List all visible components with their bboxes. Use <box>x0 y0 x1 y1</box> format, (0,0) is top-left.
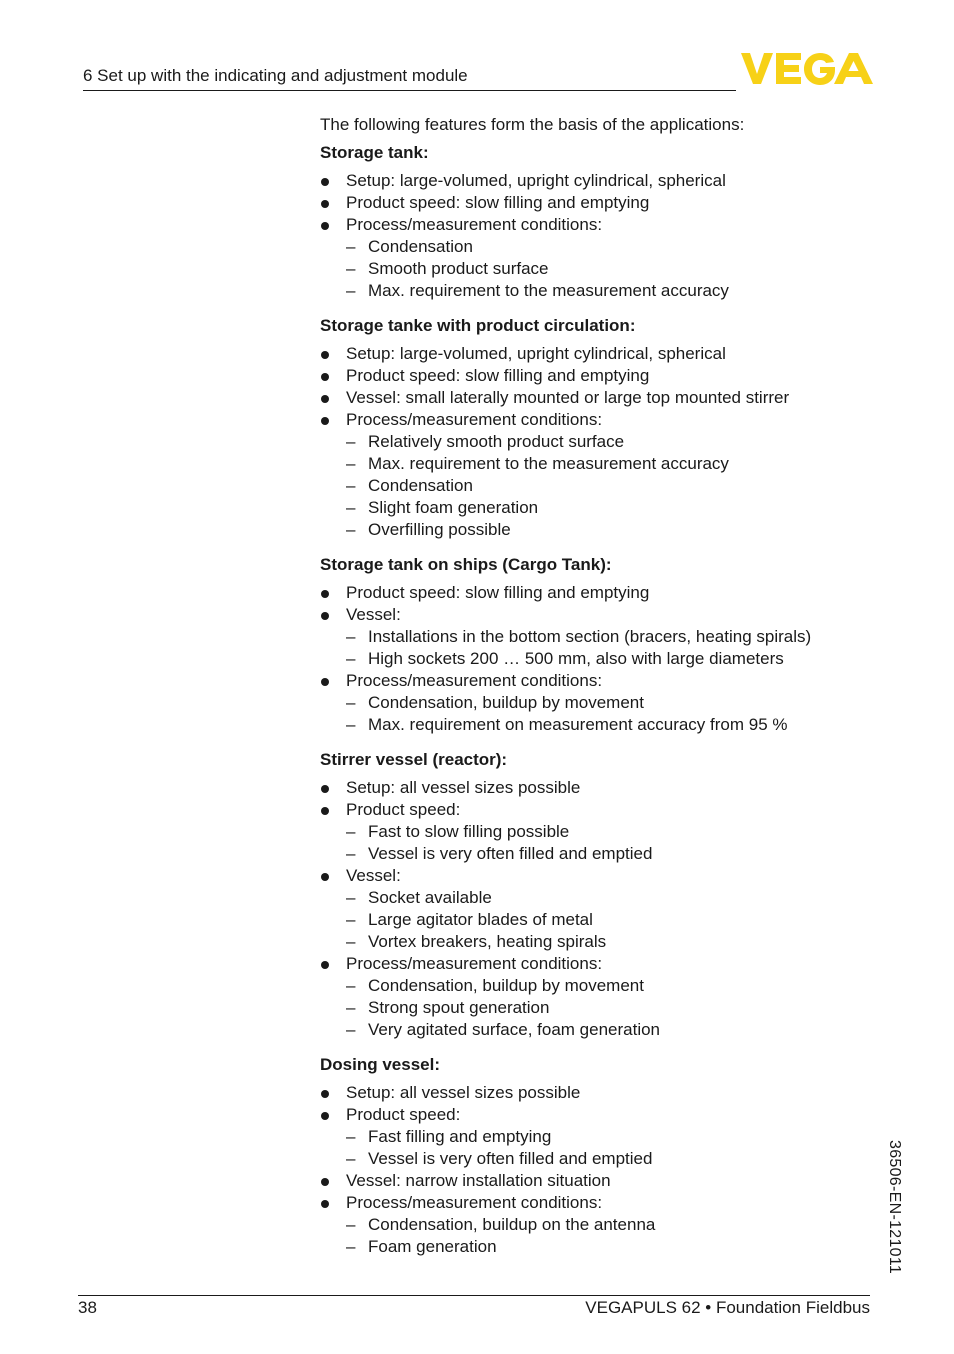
section <box>320 554 880 736</box>
list-item-text: Process/measurement conditions: <box>346 954 603 973</box>
footer-divider <box>78 1295 870 1296</box>
sub-list-item <box>346 887 880 909</box>
sub-list-item-text: Strong spout generation <box>368 998 550 1017</box>
bullet-list <box>320 1082 880 1258</box>
sub-list-item <box>346 997 880 1019</box>
section <box>320 315 880 541</box>
list-item <box>320 582 880 604</box>
sub-list-item-text: Max. requirement to the measurement accuracy <box>368 454 729 473</box>
page-content <box>320 114 880 1271</box>
sub-list-item-text: Smooth product surface <box>368 259 549 278</box>
dash-icon: – <box>346 715 356 734</box>
dash-icon: – <box>346 281 356 300</box>
bullet-dot-icon <box>321 785 329 793</box>
section <box>320 142 880 302</box>
sub-list-item-text: Foam generation <box>368 1237 497 1256</box>
bullet-list <box>320 777 880 1041</box>
list-item <box>320 343 880 365</box>
sub-list-item <box>346 692 880 714</box>
section-title: Storage tanke with product circulation: <box>320 316 636 335</box>
dash-icon: – <box>346 693 356 712</box>
bullet-dot-icon <box>321 222 329 230</box>
bullet-dot-icon <box>321 612 329 620</box>
dash-icon: – <box>346 998 356 1017</box>
list-item <box>320 192 880 214</box>
list-item-text: Vessel: <box>346 866 401 885</box>
application-sections <box>320 142 880 1258</box>
dash-icon: – <box>346 627 356 646</box>
bullet-dot-icon <box>321 807 329 815</box>
sub-list <box>346 431 880 541</box>
list-item <box>320 1082 880 1104</box>
list-item <box>320 170 880 192</box>
sub-list <box>346 1126 880 1170</box>
bullet-dot-icon <box>321 1112 329 1120</box>
sub-list <box>346 975 880 1041</box>
sub-list-item-text: Condensation <box>368 237 473 256</box>
dash-icon: – <box>346 649 356 668</box>
list-item-text: Setup: all vessel sizes possible <box>346 778 581 797</box>
sub-list-item <box>346 714 880 736</box>
section-title: Stirrer vessel (reactor): <box>320 750 508 769</box>
list-item-text: Process/measurement conditions: <box>346 1193 603 1212</box>
sub-list <box>346 887 880 953</box>
dash-icon: – <box>346 910 356 929</box>
sub-list-item-text: Max. requirement to the measurement accuracy <box>368 281 729 300</box>
dash-icon: – <box>346 1215 356 1234</box>
dash-icon: – <box>346 498 356 517</box>
bullet-dot-icon <box>321 1090 329 1098</box>
section-title: Storage tank on ships (Cargo Tank): <box>320 555 612 574</box>
list-item <box>320 953 880 1041</box>
sub-list-item-text: Very agitated surface, foam generation <box>368 1020 661 1039</box>
list-item-text: Product speed: <box>346 1105 461 1124</box>
dash-icon: – <box>346 1020 356 1039</box>
sub-list <box>346 692 880 736</box>
dash-icon: – <box>346 888 356 907</box>
sub-list-item-text: Vessel is very often filled and emptied <box>368 844 653 863</box>
sub-list-item-text: Condensation, buildup by movement <box>368 693 644 712</box>
bullet-dot-icon <box>321 417 329 425</box>
sub-list-item <box>346 236 880 258</box>
vega-logo <box>741 53 873 85</box>
bullet-dot-icon <box>321 1200 329 1208</box>
section-title: Dosing vessel: <box>320 1055 440 1074</box>
running-header: 6 Set up with the indicating and adjustment module <box>83 66 468 85</box>
dash-icon: – <box>346 932 356 951</box>
page-number: 38 <box>78 1298 97 1317</box>
list-item-text: Product speed: slow filling and emptying <box>346 583 650 602</box>
list-item-text: Process/measurement conditions: <box>346 671 603 690</box>
sub-list <box>346 626 880 670</box>
list-item <box>320 1170 880 1192</box>
list-item-text: Vessel: narrow installation situation <box>346 1171 611 1190</box>
sub-list-item-text: Condensation, buildup by movement <box>368 976 644 995</box>
bullet-dot-icon <box>321 200 329 208</box>
document-code: 36506-EN-121011 <box>886 1140 903 1275</box>
sub-list-item <box>346 1148 880 1170</box>
bullet-dot-icon <box>321 351 329 359</box>
list-item <box>320 214 880 302</box>
sub-list <box>346 1214 880 1258</box>
list-item <box>320 387 880 409</box>
list-item <box>320 1104 880 1170</box>
sub-list-item <box>346 626 880 648</box>
bullet-dot-icon <box>321 178 329 186</box>
bullet-dot-icon <box>321 590 329 598</box>
sub-list-item <box>346 1214 880 1236</box>
dash-icon: – <box>346 822 356 841</box>
sub-list-item-text: Relatively smooth product surface <box>368 432 625 451</box>
sub-list-item <box>346 1236 880 1258</box>
list-item <box>320 409 880 541</box>
sub-list-item <box>346 1019 880 1041</box>
dash-icon: – <box>346 1149 356 1168</box>
sub-list-item <box>346 519 880 541</box>
list-item <box>320 604 880 670</box>
sub-list-item-text: Fast to slow filling possible <box>368 822 570 841</box>
bullet-dot-icon <box>321 873 329 881</box>
list-item-text: Product speed: <box>346 800 461 819</box>
sub-list-item-text: Vessel is very often filled and emptied <box>368 1149 653 1168</box>
dash-icon: – <box>346 844 356 863</box>
dash-icon: – <box>346 520 356 539</box>
bullet-dot-icon <box>321 395 329 403</box>
sub-list-item-text: High sockets 200 … 500 mm, also with large diameters <box>368 649 784 668</box>
list-item-text: Setup: all vessel sizes possible <box>346 1083 581 1102</box>
sub-list-item <box>346 975 880 997</box>
bullet-dot-icon <box>321 678 329 686</box>
sub-list-item <box>346 453 880 475</box>
sub-list-item-text: Installations in the bottom section (bracers, heating spirals) <box>368 627 812 646</box>
list-item <box>320 865 880 953</box>
list-item <box>320 1192 880 1258</box>
sub-list-item-text: Max. requirement on measurement accuracy from 95 % <box>368 715 788 734</box>
bullet-list <box>320 582 880 736</box>
section <box>320 1054 880 1258</box>
sub-list-item <box>346 497 880 519</box>
list-item <box>320 670 880 736</box>
sub-list-item-text: Overfilling possible <box>368 520 511 539</box>
sub-list-item <box>346 648 880 670</box>
intro-text: The following features form the basis of the applications: <box>320 115 745 134</box>
sub-list-item <box>346 475 880 497</box>
sub-list-item <box>346 1126 880 1148</box>
dash-icon: – <box>346 476 356 495</box>
list-item-text: Product speed: slow filling and emptying <box>346 366 650 385</box>
dash-icon: – <box>346 454 356 473</box>
list-item-text: Setup: large-volumed, upright cylindrical, spherical <box>346 171 726 190</box>
list-item-text: Product speed: slow filling and emptying <box>346 193 650 212</box>
section <box>320 749 880 1041</box>
sub-list-item-text: Slight foam generation <box>368 498 539 517</box>
list-item <box>320 799 880 865</box>
sub-list <box>346 236 880 302</box>
footer-product-name: VEGAPULS 62 • Foundation Fieldbus <box>585 1298 870 1317</box>
dash-icon: – <box>346 432 356 451</box>
sub-list-item <box>346 431 880 453</box>
sub-list <box>346 821 880 865</box>
list-item-text: Process/measurement conditions: <box>346 410 603 429</box>
sub-list-item <box>346 258 880 280</box>
dash-icon: – <box>346 1127 356 1146</box>
list-item <box>320 365 880 387</box>
list-item-text: Vessel: <box>346 605 401 624</box>
list-item-text: Setup: large-volumed, upright cylindrical, spherical <box>346 344 726 363</box>
sub-list-item-text: Large agitator blades of metal <box>368 910 593 929</box>
bullet-dot-icon <box>321 961 329 969</box>
dash-icon: – <box>346 237 356 256</box>
bullet-list <box>320 170 880 302</box>
bullet-dot-icon <box>321 373 329 381</box>
sub-list-item-text: Vortex breakers, heating spirals <box>368 932 607 951</box>
sub-list-item-text: Socket available <box>368 888 492 907</box>
list-item-text: Vessel: small laterally mounted or large top mounted stirrer <box>346 388 790 407</box>
list-item-text: Process/measurement conditions: <box>346 215 603 234</box>
sub-list-item-text: Fast filling and emptying <box>368 1127 552 1146</box>
list-item <box>320 777 880 799</box>
dash-icon: – <box>346 976 356 995</box>
bullet-list <box>320 343 880 541</box>
sub-list-item <box>346 821 880 843</box>
header-divider <box>83 90 736 91</box>
bullet-dot-icon <box>321 1178 329 1186</box>
sub-list-item <box>346 843 880 865</box>
sub-list-item <box>346 931 880 953</box>
dash-icon: – <box>346 259 356 278</box>
sub-list-item <box>346 909 880 931</box>
section-title: Storage tank: <box>320 143 429 162</box>
sub-list-item-text: Condensation, buildup on the antenna <box>368 1215 656 1234</box>
sub-list-item <box>346 280 880 302</box>
dash-icon: – <box>346 1237 356 1256</box>
sub-list-item-text: Condensation <box>368 476 473 495</box>
